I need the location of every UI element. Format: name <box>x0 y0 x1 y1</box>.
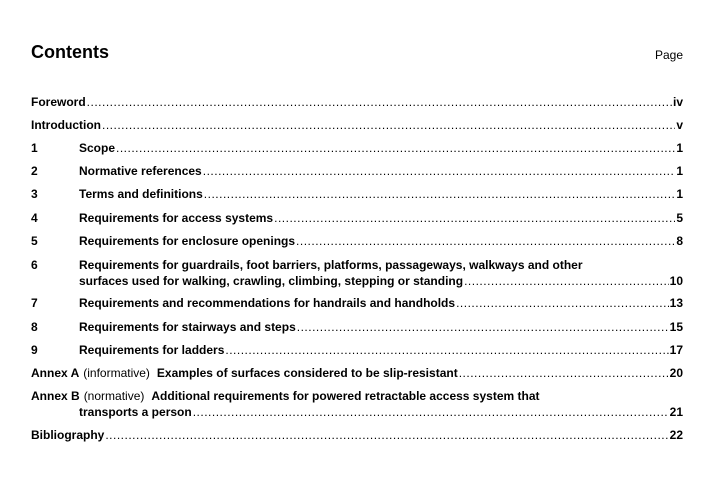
toc-leader-dots <box>193 405 669 419</box>
page-column-label: Page <box>654 48 683 62</box>
toc-page-number: 13 <box>669 296 683 310</box>
toc-label: Requirements for stairways and steps <box>79 320 296 334</box>
toc-leader-dots <box>116 141 675 155</box>
toc-entry-6[interactable] <box>31 258 683 288</box>
toc-leader-dots <box>274 211 675 225</box>
toc-label: Requirements for enclosure openings <box>79 234 296 248</box>
toc-page-number: 5 <box>676 211 683 225</box>
toc-leader-dots <box>459 366 669 380</box>
toc-page-number: 10 <box>669 274 683 288</box>
toc-leader-dots <box>105 428 668 442</box>
toc-section-number: 9 <box>31 343 38 357</box>
toc-label: Terms and definitions <box>79 187 203 201</box>
toc-entry-foreword[interactable] <box>31 95 683 109</box>
toc-leader-dots <box>204 187 676 201</box>
toc-page-number: v <box>676 118 683 132</box>
toc-section-number: 6 <box>31 258 38 272</box>
toc-entry-8[interactable] <box>31 320 683 334</box>
toc-page-number: 17 <box>669 343 683 357</box>
toc-entry-2[interactable] <box>31 164 683 178</box>
toc-leader-dots <box>87 95 672 109</box>
toc-leader-dots <box>102 118 675 132</box>
toc-annex-prefix: Annex A <box>31 366 80 380</box>
contents-header <box>31 42 683 66</box>
toc-page-number: 21 <box>669 405 683 419</box>
toc-page-number: iv <box>672 95 683 109</box>
toc-section-number: 1 <box>31 141 38 155</box>
toc-section-number: 2 <box>31 164 38 178</box>
toc-annex-type: (normative) <box>83 389 145 403</box>
toc-entry-5[interactable] <box>31 234 683 248</box>
toc-entry-9[interactable] <box>31 343 683 357</box>
toc-page-number: 1 <box>676 141 683 155</box>
toc-label: Foreword <box>31 95 86 109</box>
toc-section-number: 8 <box>31 320 38 334</box>
toc-annex-prefix: Annex B <box>31 389 80 403</box>
toc-label-line-1: Requirements for guardrails, foot barriers, platforms, passageways, walkways and other <box>79 258 583 272</box>
toc-entry-bibliography[interactable] <box>31 428 683 442</box>
toc-page-number: 1 <box>676 164 683 178</box>
toc-label: Bibliography <box>31 428 105 442</box>
toc-label: Introduction <box>31 118 101 132</box>
toc-label-line-1: Additional requirements for powered retractable access system that <box>151 389 540 403</box>
toc-entry-4[interactable] <box>31 211 683 225</box>
toc-entry-introduction[interactable] <box>31 118 683 132</box>
toc-label: Requirements and recommendations for handrails and handholds <box>79 296 456 310</box>
toc-label-line-2: transports a person <box>79 405 192 419</box>
toc-label: Requirements for access systems <box>79 211 274 225</box>
toc-leader-dots <box>225 343 668 357</box>
toc-label: Normative references <box>79 164 202 178</box>
toc-label: Requirements for ladders <box>79 343 225 357</box>
toc-label: Scope <box>79 141 116 155</box>
toc-annex-type: (informative) <box>83 366 150 380</box>
toc-page-number: 1 <box>676 187 683 201</box>
toc-section-number: 4 <box>31 211 38 225</box>
toc-page-number: 8 <box>676 234 683 248</box>
toc-leader-dots <box>296 234 675 248</box>
toc-entry-7[interactable] <box>31 296 683 310</box>
page-title: Contents <box>31 42 109 62</box>
toc-section-number: 7 <box>31 296 38 310</box>
toc-leader-dots <box>203 164 676 178</box>
toc-entry-annex-b[interactable] <box>31 389 683 419</box>
toc-label-line-2: surfaces used for walking, crawling, climbing, stepping or standing <box>79 274 464 288</box>
toc-entry-annex-a[interactable] <box>31 366 683 380</box>
toc-page-number: 20 <box>669 366 683 380</box>
toc-leader-dots <box>297 320 669 334</box>
toc-label: Examples of surfaces considered to be slip-resistant <box>156 366 458 380</box>
toc-entry-1[interactable] <box>31 141 683 155</box>
toc-leader-dots <box>456 296 669 310</box>
toc-entry-3[interactable] <box>31 187 683 201</box>
toc-page-number: 15 <box>669 320 683 334</box>
toc-section-number: 3 <box>31 187 38 201</box>
toc-leader-dots <box>464 274 669 288</box>
toc-section-number: 5 <box>31 234 38 248</box>
toc-page-number: 22 <box>669 428 683 442</box>
